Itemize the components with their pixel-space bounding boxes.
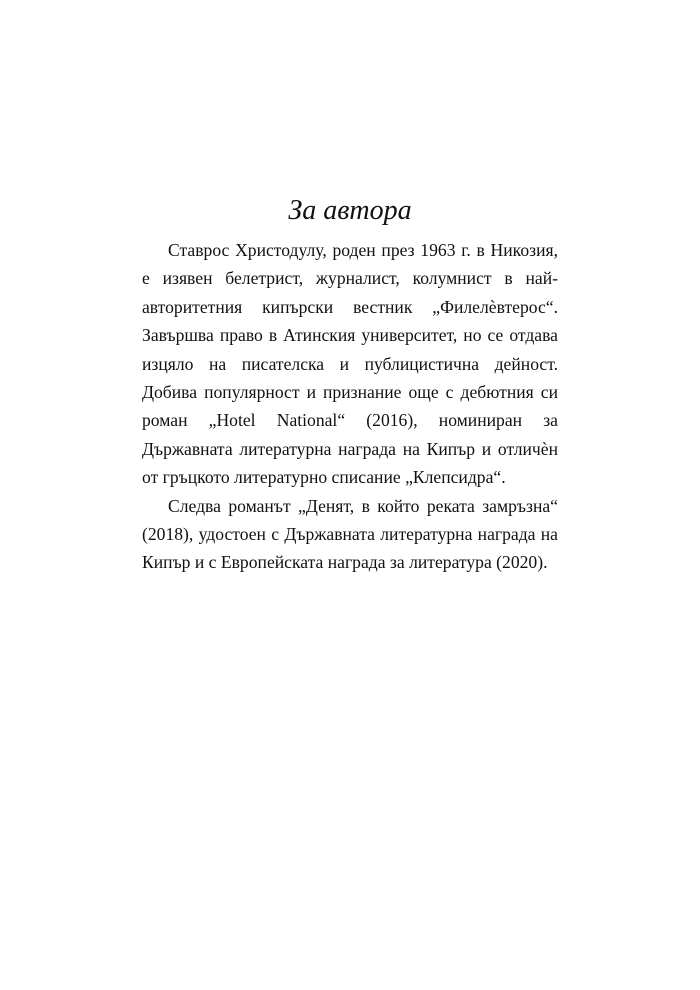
bio-paragraph-2: Следва романът „Денят, в който реката замръзна“ (2018), удостоен с Държавната литературна награда на Кипър и с Европейската награда за литература (2020). [142, 495, 558, 573]
author-bio [142, 236, 558, 577]
section-heading: За автора [288, 195, 412, 226]
bio-paragraph-1: Ставрос Христодулу, роден през 1963 г. в Никозия, е изявен белетрист, журналист, колумнист в най-авторитетния кипърски вестник „Филелѐвтерос“. Завършва право в Атинския университет, но се отдава изцяло на писателска и публицистична дейност. Добива популярност и признание още с дебютния си роман „Hotel National“ (2016), номиниран за Държавната литературна награда на Кипър и отличѐн от гръцкото литературно списание „Клепсидра“. [142, 240, 558, 488]
